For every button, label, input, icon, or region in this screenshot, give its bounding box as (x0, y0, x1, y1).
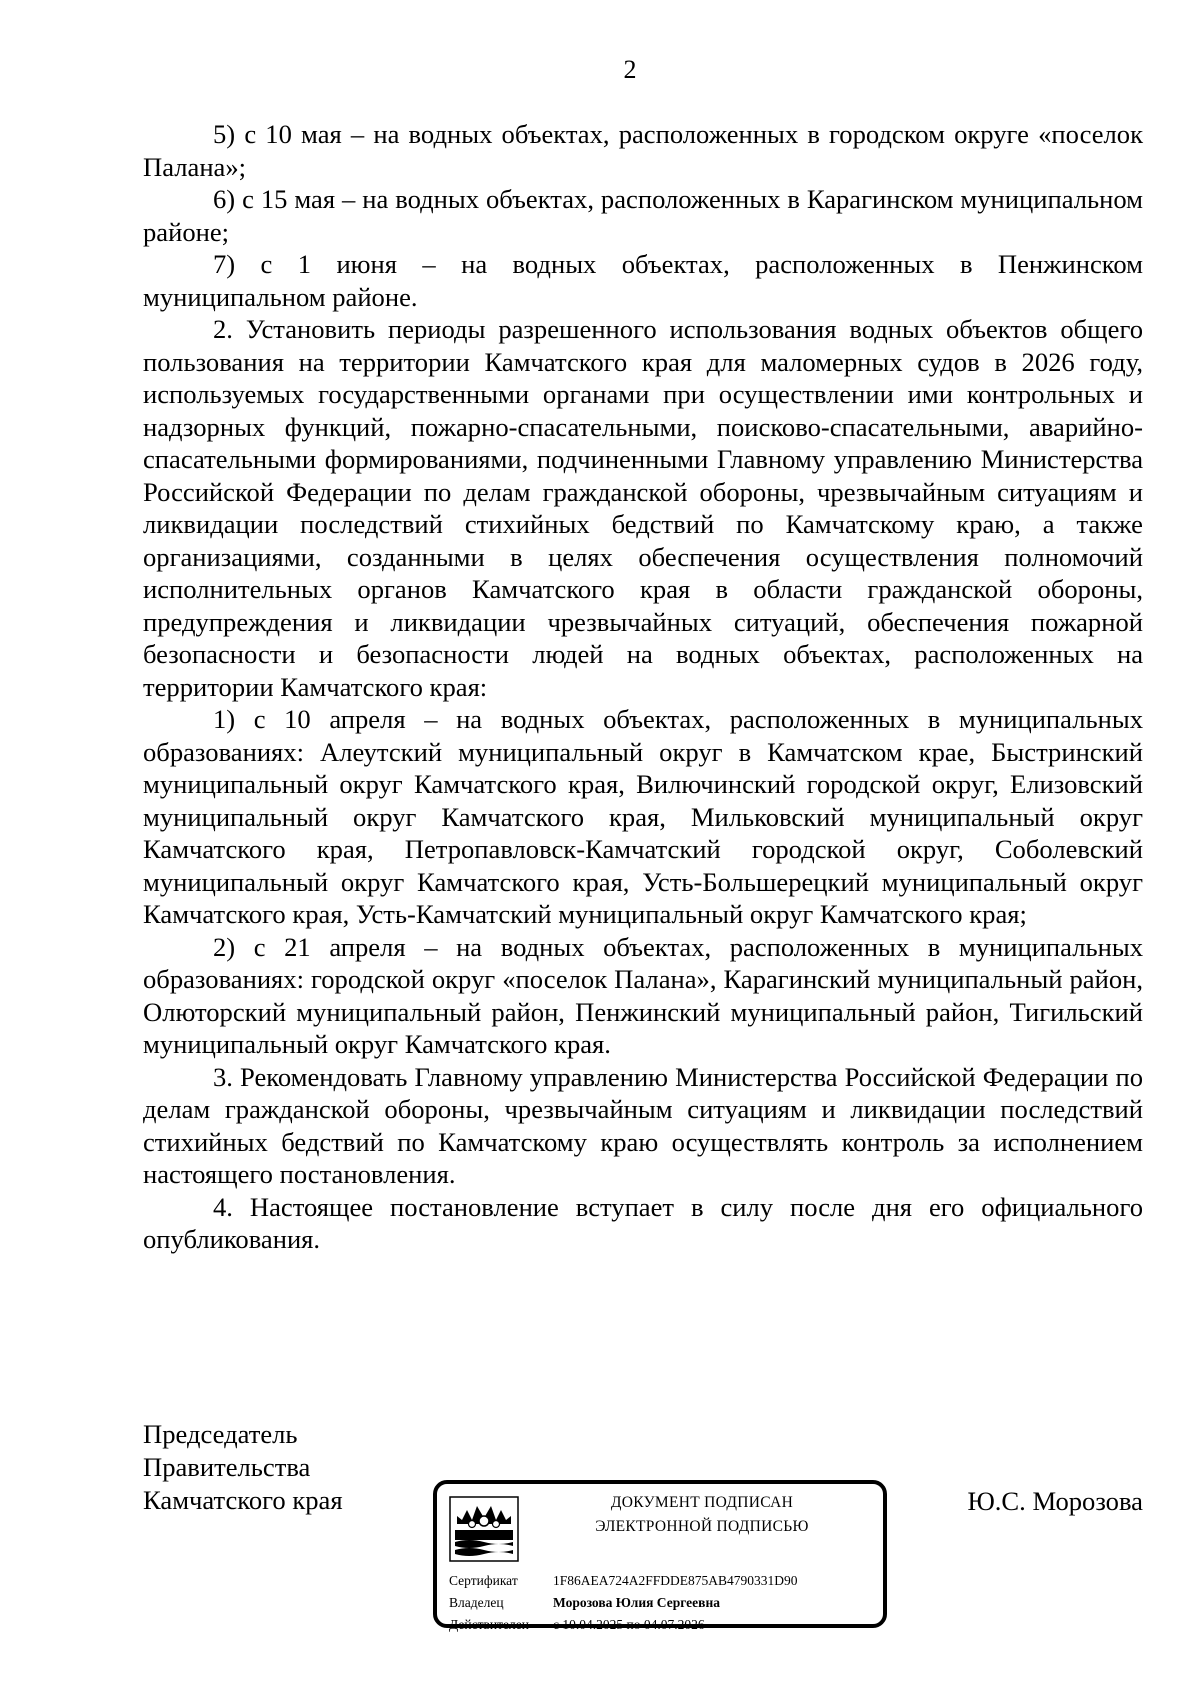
owner-value: Морозова Юлия Сергеевна (553, 1595, 720, 1610)
validity-row (449, 1614, 879, 1636)
paragraph: 2. Установить периоды разрешенного использования водных объектов общего пользования на территории Камчатского края для маломерных судов в 2026 году, используемых государственными органами при осуществлении ими контрольных и надзорных функций, пожарно-спасательными, поисково-спасательными, аварийно-спасательными формированиями, подчиненными Главному управлению Министерства Российской Федерации по делам гражданской обороны, чрезвычайным ситуациям и ликвидации последствий стихийных бедствий по Камчатскому краю, а также организациями, созданными в целях обеспечения осуществления полномочий исполнительных органов Камчатского края в области гражданской обороны, предупреждения и ликвидации чрезвычайных ситуаций, обеспечения пожарной безопасности и безопасности людей на водных объектах, расположенных на территории Камчатского края: (143, 314, 1143, 702)
signatory-name: Ю.С. Морозова (967, 1486, 1143, 1516)
validity-label: Действителен (449, 1617, 529, 1632)
position-line: Правительства (143, 1452, 311, 1482)
paragraph: 3. Рекомендовать Главному управлению Министерства Российской Федерации по делам гражданской обороны, чрезвычайным ситуациям и ликвидации последствий стихийных бедствий по Камчатскому краю осуществлять контроль за исполнением настоящего постановления. (143, 1061, 1143, 1189)
owner-label: Владелец (449, 1595, 504, 1610)
stamp-title-line: ДОКУМЕНТ ПОДПИСАН (610, 1494, 794, 1511)
stamp-title (537, 1491, 867, 1539)
electronic-signature-stamp (433, 1480, 887, 1632)
validity-value: с 10.04.2025 по 04.07.2026 (553, 1617, 705, 1632)
kamchatka-emblem-icon (449, 1496, 519, 1562)
signatory-position (143, 1418, 343, 1517)
paragraph: 4. Настоящее постановление вступает в силу после дня его официального опубликования. (143, 1191, 1143, 1254)
stamp-details (449, 1570, 879, 1636)
position-line: Председатель (143, 1419, 298, 1449)
paragraph: 7) с 1 июня – на водных объектах, расположенных в Пенжинском муниципальном районе. (143, 249, 1143, 312)
certificate-row (449, 1570, 879, 1592)
paragraph: 5) с 10 мая – на водных объектах, расположенных в городском округе «поселок Палана»; (143, 119, 1143, 182)
position-line: Камчатского края (143, 1485, 343, 1515)
paragraph: 1) с 10 апреля – на водных объектах, расположенных в муниципальных образованиях: Алеутский муниципальный округ в Камчатском крае, Быстринский муниципальный округ Камчатского края, Вилючинский городской округ, Елизовский муниципальный округ Камчатского края, Мильковский муниципальный округ Камчатского края, Петропавловск-Камчатский городской округ, Соболевский муниципальный округ Камчатского края, Усть-Большерецкий муниципальный округ Камчатского края, Усть-Камчатский муниципальный округ Камчатского края; (143, 704, 1143, 929)
stamp-title-line: ЭЛЕКТРОННОЙ ПОДПИСЬЮ (595, 1518, 809, 1535)
page-number: 2 (623, 55, 637, 84)
certificate-label: Сертификат (449, 1573, 518, 1588)
owner-row (449, 1592, 879, 1614)
paragraph: 2) с 21 апреля – на водных объектах, расположенных в муниципальных образованиях: городской округ «поселок Палана», Карагинский муниципальный район, Олюторский муниципальный район, Пенжинский муниципальный район, Тигильский муниципальный округ Камчатского края. (143, 931, 1143, 1059)
paragraph: 6) с 15 мая – на водных объектах, расположенных в Карагинском муниципальном районе; (143, 184, 1143, 247)
certificate-value: 1F86AEA724A2FFDDE875AB4790331D90 (553, 1573, 798, 1588)
document-body (143, 118, 1143, 1256)
